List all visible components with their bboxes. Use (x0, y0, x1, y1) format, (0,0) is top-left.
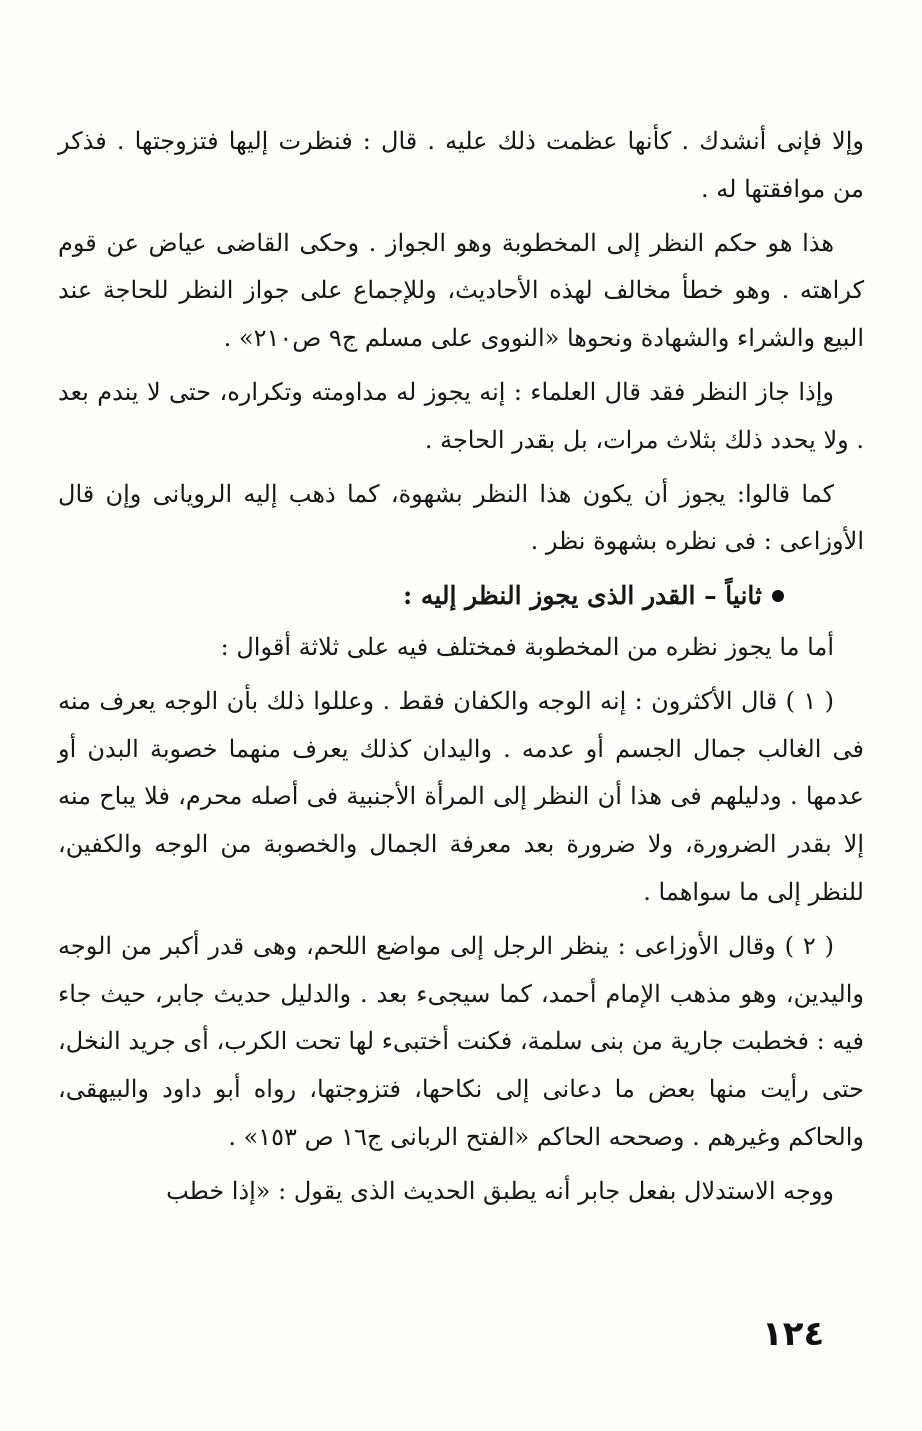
paragraph-8: ووجه الاستدلال بفعل جابر أنه يطبق الحديث الذى يقول : «إذا خطب (166, 1176, 834, 1205)
paragraph-2: هذا هو حكم النظر إلى المخطوبة وهو الجواز . وحكى القاضى عياض عن قوم كراهته . وهو خطأ مخالف لهذه الأحاديث، وللإجماع على جواز النظر للحاجة عند البيع والشراء والشهادة ونحوها «النووى على مسلم ج٩ ص٢١٠» . (58, 228, 864, 353)
paragraph-1: وإلا فإنى أنشدك . كأنها عظمت ذلك عليه . قال : فنظرت إليها فتزوجتها . فذكر من موافقتها له . (58, 127, 864, 203)
page-number: ١٢٤ (762, 1314, 825, 1354)
section-heading-text: ثانياً – القدر الذى يجوز النظر إليه : (402, 581, 762, 611)
paragraph-4: كما قالوا: يجوز أن يكون هذا النظر بشهوة، كما ذهب إليه الرويانى وإن قال الأوزاعى : فى نظره بشهوة نظر . (58, 479, 864, 556)
paragraph-7: ( ٢ ) وقال الأوزاعى : ينظر الرجل إلى مواضع اللحم، وهى قدر أكبر من الوجه واليدين، وهو مذهب الإمام أحمد، كما سيجىء بعد . والدليل حديث جابر، حيث جاء فيه : فخطبت جارية من بنى سلمة، فكنت أختبىء لها تحت الكرب، أى جريد النخل، حتى رأيت منها بعض ما دعانى إلى نكاحها، فتزوجتها، رواه أبو داود والبيهقى، والحاكم وغيرهم . وصححه الحاكم «الفتح الربانى ج١٦ ص ١٥٣» . (58, 931, 864, 1151)
paragraph-5: أما ما يجوز نظره من المخطوبة فمختلف فيه على ثلاثة أقوال : (220, 632, 834, 661)
paragraph-6: ( ١ ) قال الأكثرون : إنه الوجه والكفان فقط . وعللوا ذلك بأن الوجه يعرف منه فى الغالب جمال الجسم أو عدمه . واليدان كذلك يعرف منهما خصوبة البدن أو عدمها . ودليلهم فى هذا أن النظر إلى المرأة الأجنبية فى أصله محرم، فلا يباح منه إلا بقدر الضرورة، ولا ضرورة بعد معرفة الجمال والخصوبة من الوجه والكفين، للنظر إلى ما سواهما . (58, 686, 864, 906)
bullet-icon (772, 590, 784, 602)
section-heading (58, 572, 864, 620)
paragraph-3: وإذا جاز النظر فقد قال العلماء : إنه يجوز له مداومته وتكراره، حتى لا يندم بعد . ولا يحدد ذلك بثلاث مرات، بل بقدر الحاجة . (58, 377, 864, 454)
page-body-text (58, 118, 864, 1222)
